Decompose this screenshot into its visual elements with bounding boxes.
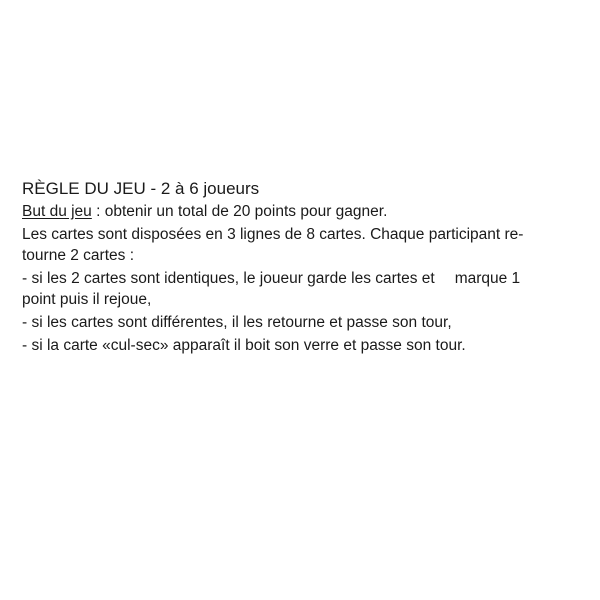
goal-paragraph: [22, 201, 582, 222]
rule-identical-part-1: - si les 2 cartes sont identiques, le joueur garde les cartes et: [22, 270, 435, 287]
rule-identical-line-2: point puis il rejoue,: [22, 291, 152, 308]
rule-identical: [22, 268, 582, 310]
setup-line-1: Les cartes sont disposées en 3 lignes de 8 cartes. Chaque participant re-: [22, 226, 524, 243]
rules-block: [22, 178, 582, 358]
goal-text: : obtenir un total de 20 points pour gagner.: [91, 203, 388, 220]
setup-paragraph: [22, 224, 582, 266]
rule-identical-part-2: marque 1: [454, 270, 521, 287]
goal-label: But du jeu: [22, 203, 92, 220]
setup-line-2: tourne 2 cartes :: [22, 247, 135, 264]
rule-cul-sec: - si la carte «cul-sec» apparaît il boit son verre et passe son tour.: [22, 337, 466, 354]
rule-different: - si les cartes sont différentes, il les retourne et passe son tour,: [22, 314, 452, 331]
rules-title: RÈGLE DU JEU - 2 à 6 joueurs: [22, 179, 260, 198]
